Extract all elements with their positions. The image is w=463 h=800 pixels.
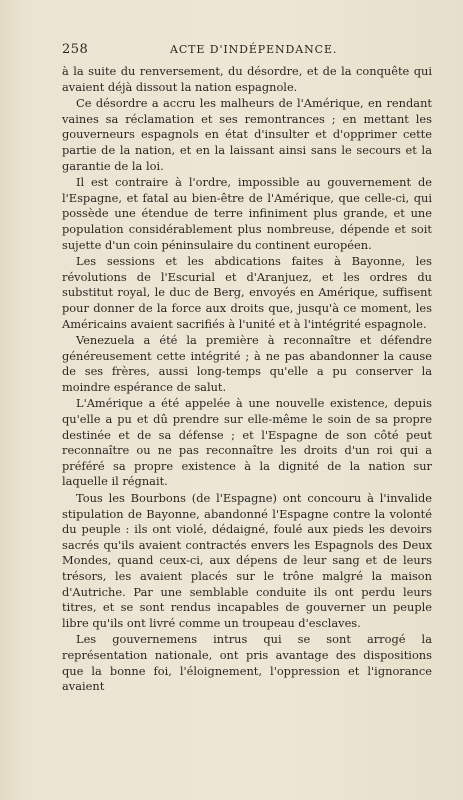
- page-header: [62, 42, 434, 62]
- paragraph: L'Amérique a été appelée à une nouvelle existence, depuis qu'elle a pu et dû prendre sur elle-même le soin de sa propre destinée et de sa défense ; et l'Espagne de son côté peut reconnaître ou ne pas reconnaître les droits d'un roi qui a préféré sa propre existence à la dignité de la nation sur laquelle il régnait.: [62, 396, 432, 489]
- paragraph: Les sessions et les abdications faites à Bayonne, les révolutions de l'Escurial et d'Aranjuez, et les ordres du substitut royal, le duc de Berg, envoyés en Amérique, suffisent pour donner de la force aux droits que, jusqu'à ce moment, les Américains avaient sacrifiés à l'unité et à l'intégrité espagnole.: [62, 254, 432, 331]
- page-number: 258: [62, 42, 89, 57]
- paragraph: Tous les Bourbons (de l'Espagne) ont concouru à l'invalide stipulation de Bayonne, abandonné l'Espagne contre la volonté du peuple : ils ont violé, dédaigné, foulé aux pieds les devoirs sacrés qu'ils avaient contractés envers les Espagnols des Deux Mondes, quand ceux-ci, aux dépens de leur sang et de leurs trésors, les avaient placés sur le trône malgré la maison d'Autriche. Par une semblable conduite ils ont perdu leurs titres, et se sont rendus incapables de gouverner un peuple libre qu'ils ont livré comme un troupeau d'esclaves.: [62, 491, 432, 630]
- paragraph: Ce désordre a accru les malheurs de l'Amérique, en rendant vaines sa réclamation et ses remontrances ; en mettant les gouverneurs espagnols en état d'insulter et d'opprimer cette partie de la nation, et en la laissant ainsi sans le secours et la garantie de la loi.: [62, 96, 432, 173]
- running-title: ACTE D'INDÉPENDANCE.: [170, 43, 338, 56]
- paragraph: à la suite du renversement, du désordre, et de la conquête qui avaient déjà dissout la nation espagnole.: [62, 64, 432, 94]
- paragraph: Venezuela a été la première à reconnaître et défendre généreusement cette intégrité ; à ne pas abandonner la cause de ses frères, aussi long-temps qu'elle a pu conserver la moindre espérance de salut.: [62, 333, 432, 394]
- paragraph: Il est contraire à l'ordre, impossible au gouvernement de l'Espagne, et fatal au bien-être de l'Amérique, que celle-ci, qui possède une étendue de terre infiniment plus grande, et une population considérablement plus nombreuse, dépende et soit sujette d'un coin péninsulaire du continent européen.: [62, 175, 432, 252]
- paragraph: Les gouvernemens intrus qui se sont arrogé la représentation nationale, ont pris avantage des dispositions que la bonne foi, l'éloignement, l'oppression et l'ignorance avaient: [62, 632, 432, 694]
- body-text: [62, 64, 432, 695]
